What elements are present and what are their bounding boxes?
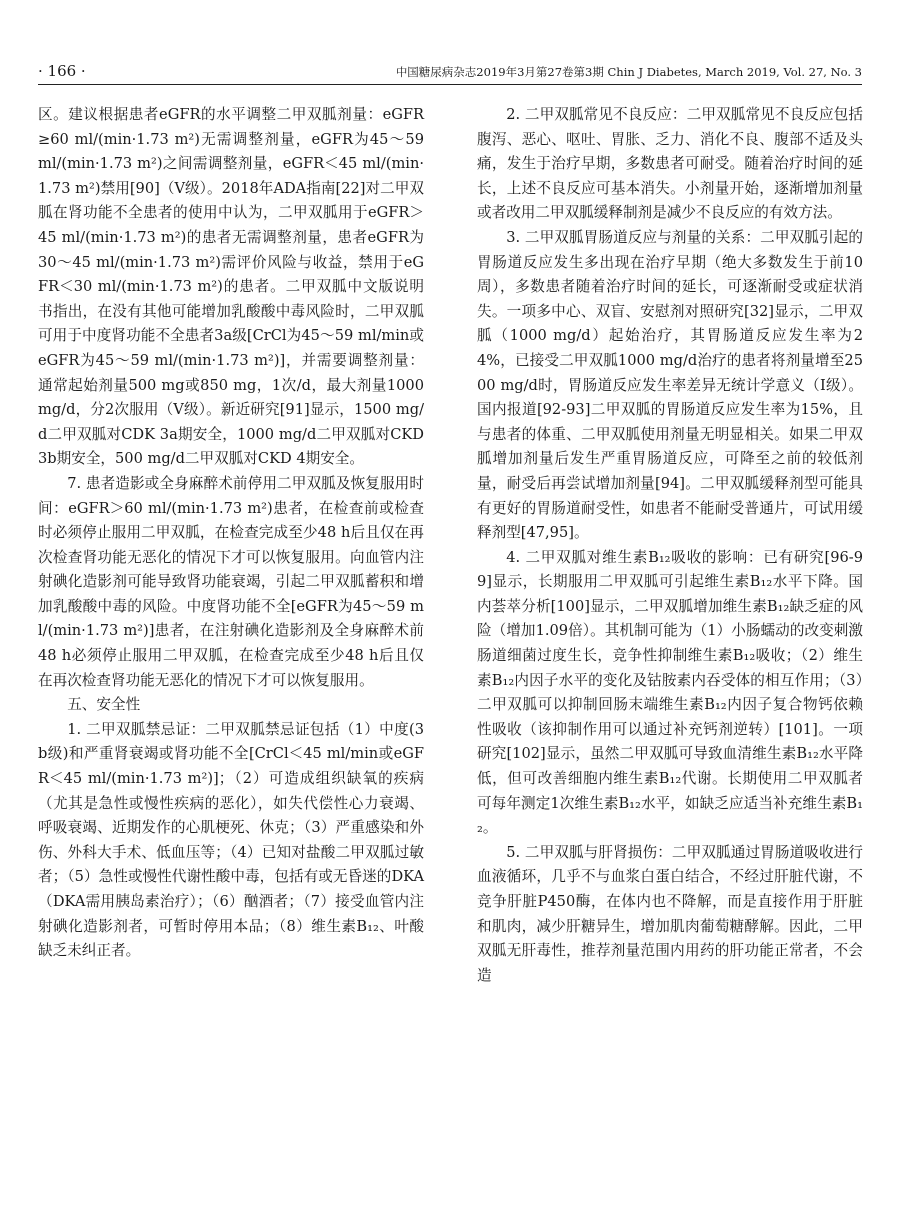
page-header <box>38 54 862 85</box>
journal-running-title: 中国糖尿病杂志2019年3月第27卷第3期 Chin J Diabetes, March 2019, Vol. 27, No. 3 <box>395 65 862 79</box>
section-heading-safety: 五、安全性 <box>67 696 141 714</box>
page-number: · 166 · <box>38 62 86 80</box>
paragraph-contrast-anesthesia: 7. 患者造影或全身麻醉术前停用二甲双胍及恢复服用时间：eGFR＞60 ml/(min·1.73 m²)患者，在检查前或检查时必须停止服用二甲双胍，在检查完成至少48 h后且仅在再次检查肾功能无恶化的情况下才可以恢复服用。向血管内注射碘化造影剂可能导致肾功能衰竭，引起二甲双胍蓄积和增加乳酸酸中毒的风险。中度肾功能不全[eGFR为45～59 ml/(min·1.73 m²)]患者，在注射碘化造影剂及全身麻醉术前48 h必须停止服用二甲双胍，在检查完成至少48 h后且仅在再次检查肾功能无恶化的情况下才可以恢复服用。 <box>38 474 424 689</box>
paragraph-common-adverse-reactions: 2. 二甲双胍常见不良反应：二甲双胍常见不良反应包括腹泻、恶心、呕吐、胃胀、乏力、消化不良、腹部不适及头痛，发生于治疗早期，多数患者可耐受。随着治疗时间的延长，上述不良反应可基本消失。小剂量开始，逐渐增加剂量或者改用二甲双胍缓释制剂是减少不良反应的有效方法。 <box>477 106 863 222</box>
paragraph-gi-reaction-dose: 3. 二甲双胍胃肠道反应与剂量的关系：二甲双胍引起的胃肠道反应发生多出现在治疗早期（绝大多数发生于前10周），多数患者随着治疗时间的延长，可逐渐耐受或症状消失。一项多中心、双盲、安慰剂对照研究[32]显示，二甲双胍（1000 mg/d）起始治疗，其胃肠道反应发生率为24%，已接受二甲双胍1000 mg/d治疗的患者将剂量增至2500 mg/d时，胃肠道反应发生率差异无统计学意义（Ⅰ级）。国内报道[92-93]二甲双胍的胃肠道反应发生率为15%，且与患者的体重、二甲双胍使用剂量无明显相关。如果二甲双胍增加剂量后发生严重胃肠道反应，可降至之前的较低剂量，耐受后再尝试增加剂量[94]。二甲双胍缓释剂型可能具有更好的胃肠道耐受性，如患者不能耐受普通片，可试用缓释剂型[47,95]。 <box>477 228 863 542</box>
right-column <box>477 103 863 988</box>
paragraph-liver-kidney-injury: 5. 二甲双胍与肝肾损伤：二甲双胍通过胃肠道吸收进行血液循环，几乎不与血浆白蛋白结合，不经过肝脏代谢，不竞争肝脏P450酶，在体内也不降解，而是直接作用于肝脏和肌肉，减少肝糖异生，增加肌肉葡萄糖酵解。因此，二甲双胍无肝毒性，推荐剂量范围内用药的肝功能正常者，不会造 <box>477 843 863 984</box>
paragraph-renal-dose-adjustment: 区。建议根据患者eGFR的水平调整二甲双胍剂量：eGFR≥60 ml/(min·1.73 m²)无需调整剂量，eGFR为45～59 ml/(min·1.73 m²)之间需调整剂量，eGFR＜45 ml/(min·1.73 m²)禁用[90]（Ⅴ级）。2018年ADA指南[22]对二甲双胍在肾功能不全患者的使用中认为，二甲双胍用于eGFR＞45 ml/(min·1.73 m²)的患者无需调整剂量，患者eGFR为30～45 ml/(min·1.73 m²)需评价风险与收益，禁用于eGFR＜30 ml/(min·1.73 m²)的患者。二甲双胍中文版说明书指出，在没有其他可能增加乳酸酸中毒风险时，二甲双胍可用于中度肾功能不全患者3a级[CrCl为45～59 ml/min或eGFR为45～59 ml/(min·1.73 m²)]，并需要调整剂量：通常起始剂量500 mg或850 mg，1次/d，最大剂量1000 mg/d，分2次服用（Ⅴ级）。新近研究[91]显示，1500 mg/d二甲双胍对CDK 3a期安全，1000 mg/d二甲双胍对CKD 3b期安全，500 mg/d二甲双胍对CKD 4期安全。 <box>38 106 424 468</box>
left-column <box>38 103 424 964</box>
paragraph-vitamin-b12: 4. 二甲双胍对维生素B₁₂吸收的影响：已有研究[96-99]显示，长期服用二甲双胍可引起维生素B₁₂水平下降。国内荟萃分析[100]显示，二甲双胍增加维生素B₁₂缺乏症的风险（增加1.09倍）。其机制可能为（1）小肠蠕动的改变刺激肠道细菌过度生长，竞争性抑制维生素B₁₂吸收；（2）维生素B₁₂内因子水平的变化及钴胺素内吞受体的相互作用；（3）二甲双胍可以抑制回肠末端维生素B₁₂内因子复合物钙依赖性吸收（该抑制作用可以通过补充钙剂逆转）[101]。一项研究[102]显示，虽然二甲双胍可导致血清维生素B₁₂水平降低，但可改善细胞内维生素B₁₂代谢。长期使用二甲双胍者可每年测定1次维生素B₁₂水平，如缺乏应适当补充维生素B₁₂。 <box>477 548 863 837</box>
paragraph-contraindications: 1. 二甲双胍禁忌证：二甲双胍禁忌证包括（1）中度(3b级)和严重肾衰竭或肾功能不全[CrCl＜45 ml/min或eGFR＜45 ml/(min·1.73 m²)]；（2）可造成组织缺氧的疾病（尤其是急性或慢性疾病的恶化），如失代偿性心力衰竭、呼吸衰竭、近期发作的心肌梗死、休克；（3）严重感染和外伤、外科大手术、低血压等；（4）已知对盐酸二甲双胍过敏者；（5）急性或慢性代谢性酸中毒，包括有或无昏迷的DKA（DKA需用胰岛素治疗）；（6）酗酒者；（7）接受血管内注射碘化造影剂者，可暂时停用本品；（8）维生素B₁₂、叶酸缺乏未纠正者。 <box>38 720 424 960</box>
